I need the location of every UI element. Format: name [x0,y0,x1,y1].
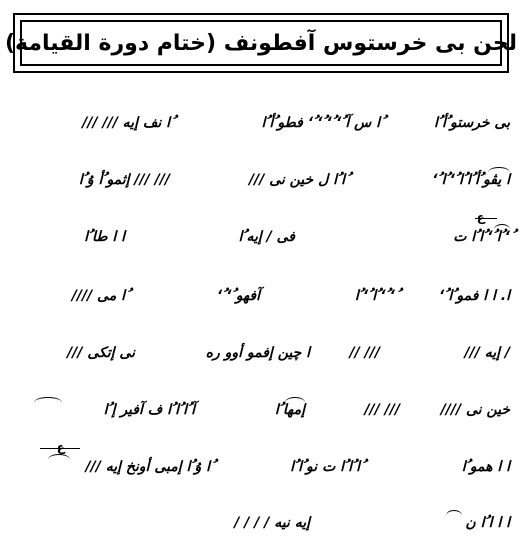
melisma-arc [446,510,462,521]
accent-letter: ع [476,210,485,224]
page-title: لحن بى خرستوس آفطونف (ختام دورة القيامة) [4,30,518,56]
text-segment: إمها ُا [274,402,305,418]
melisma-arc [494,224,510,235]
text-segment: ُ‘ ُ‘ ُا ُ‘ ُا [354,288,395,304]
hymn-line-6 [14,395,510,425]
text-segment: /// // [349,345,380,361]
text-segment: آفهو ُ‘ ُ‘ [216,288,260,304]
title-inner-frame [4,20,518,66]
text-segment: ُا ۇ ُا إمبى أونخ إيه /// [85,459,210,475]
text-segment: ُا مى //// [71,288,125,304]
text-segment: ُا ُا ُا ت نو ُا ُا [290,459,360,475]
text-segment: نى إتكى /// [67,345,135,361]
hymn-line-5 [14,338,510,368]
hymn-line-7 [14,440,510,482]
text-segment: إيه نيه / / / / [234,515,310,531]
text-segment: ا يڤو ُأ ُا ُا ُ‘ ُا ُ‘ [432,172,510,188]
text-segment: ا چين إفمو أوو ره [205,345,310,361]
text-segment: / إيه /// [464,345,510,361]
text-segment: ُا س آ ُ‘ ُ‘ ُ‘ ُ‘ فطو ُأ ُا [261,115,380,131]
text-segment: ا. ا ا فمو ُا ُ‘ [438,288,510,304]
text-segment: ا ا طا ُا [84,229,125,245]
hymn-line-8 [14,508,510,538]
title-frame [4,13,518,73]
hymn-line-4 [14,281,510,311]
melisma-arc [488,167,510,178]
text-segment: /// /// إثمو ُأ ۇ ُا [78,172,170,188]
text-segment: خين نى //// [440,402,510,418]
text-segment: ُ‘ ُا ُ‘ ُا ُا ت [453,229,510,245]
melisma-arc [285,397,305,408]
text-segment: آ ُا ُا ُا ف آفير إ ُا [103,402,195,418]
melisma-arc [48,454,70,465]
text-segment: بى خرستو ُأ ُا [434,115,510,131]
text-segment: ا ا همو ُا [461,459,510,475]
text-segment: ا ا ا ُا ن [465,515,510,531]
text-segment: ُا ُا ل خين نى /// [249,172,345,188]
text-segment: فى / إيه ُا [238,229,295,245]
hymn-line-2 [14,165,510,195]
accent-letter: ع [56,440,65,454]
text-segment: ُا نف إيه /// /// [82,115,170,131]
hymn-line-3 [14,210,510,252]
melisma-arc [34,397,62,408]
hymn-line-1 [14,108,510,138]
text-segment: /// /// [364,402,400,418]
